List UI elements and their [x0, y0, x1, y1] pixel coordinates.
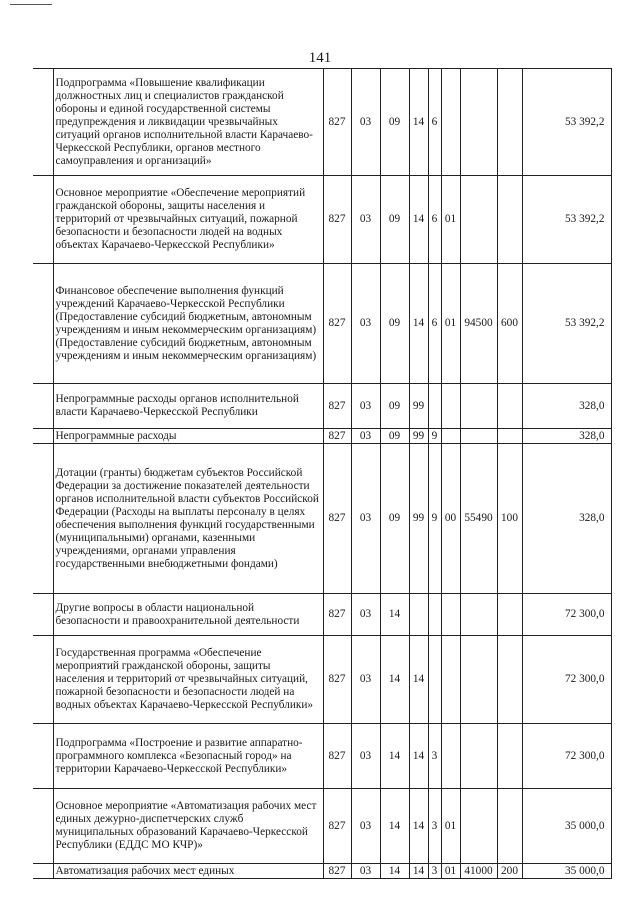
expense-type-cell — [497, 69, 522, 176]
dept-code-cell: 827 — [323, 444, 351, 594]
table-row — [33, 789, 611, 864]
dept-code-cell: 827 — [323, 636, 351, 724]
row-gutter-cell — [33, 264, 53, 384]
table-row — [33, 69, 611, 176]
activity-code-cell: 01 — [441, 176, 460, 264]
row-gutter-cell — [33, 69, 53, 176]
expense-type-cell — [497, 636, 522, 724]
direction-code-cell: 55490 — [460, 444, 497, 594]
program-code-cell: 14 — [409, 264, 428, 384]
amount-cell: 328,0 — [522, 444, 611, 594]
expense-type-cell: 600 — [497, 264, 522, 384]
item-name-cell: Непрограммные расходы органов исполнительной власти Карачаево-Черкесской Республики — [53, 384, 323, 429]
activity-code-cell: 00 — [441, 444, 460, 594]
table-row — [33, 594, 611, 636]
expense-type-cell: 100 — [497, 444, 522, 594]
subprogram-code-cell — [428, 594, 441, 636]
program-code-cell: 99 — [409, 384, 428, 429]
section-cell: 03 — [351, 176, 380, 264]
dept-code-cell: 827 — [323, 429, 351, 444]
item-name-cell: Финансовое обеспечение выполнения функций учреждений Карачаево-Черкесской Республики (Предоставление субсидий бюджетным, автономным учреждениям и иным некоммерческим организациям) (Предоставление субсидий бюджетным, автономным учреждениям и иным некоммерческим организациям) — [53, 264, 323, 384]
row-gutter-cell — [33, 594, 53, 636]
section-cell: 03 — [351, 69, 380, 176]
program-code-cell: 14 — [409, 724, 428, 789]
subprogram-code-cell: 6 — [428, 264, 441, 384]
subprogram-code-cell — [428, 636, 441, 724]
activity-code-cell — [441, 724, 460, 789]
expense-type-cell — [497, 789, 522, 864]
section-cell: 03 — [351, 429, 380, 444]
page-number: 141 — [308, 50, 332, 66]
direction-code-cell — [460, 789, 497, 864]
table-row — [33, 176, 611, 264]
direction-code-cell — [460, 176, 497, 264]
activity-code-cell — [441, 384, 460, 429]
subsection-cell: 14 — [380, 594, 409, 636]
dept-code-cell: 827 — [323, 264, 351, 384]
subprogram-code-cell: 3 — [428, 864, 441, 879]
row-gutter-cell — [33, 724, 53, 789]
section-cell: 03 — [351, 636, 380, 724]
subprogram-code-cell: 3 — [428, 789, 441, 864]
subprogram-code-cell: 9 — [428, 429, 441, 444]
subprogram-code-cell — [428, 384, 441, 429]
item-name-cell: Подпрограмма «Повышение квалификации должностных лиц и специалистов гражданской обороны и единой государственной системы предупреждения и ликвидации чрезвычайных ситуаций органов исполнительной власти Карачаево-Черкесской Республики, органов местного самоуправления и организаций» — [53, 69, 323, 176]
row-gutter-cell — [33, 429, 53, 444]
subsection-cell: 09 — [380, 444, 409, 594]
table-row — [33, 444, 611, 594]
dept-code-cell: 827 — [323, 724, 351, 789]
program-code-cell: 99 — [409, 444, 428, 594]
expense-type-cell: 200 — [497, 864, 522, 879]
table-row — [33, 384, 611, 429]
program-code-cell: 99 — [409, 429, 428, 444]
row-gutter-cell — [33, 636, 53, 724]
subsection-cell: 14 — [380, 864, 409, 879]
dept-code-cell: 827 — [323, 384, 351, 429]
activity-code-cell: 01 — [441, 264, 460, 384]
expense-type-cell — [497, 594, 522, 636]
item-name-cell: Подпрограмма «Построение и развитие аппаратно-программного комплекса «Безопасный город» на территории Карачаево-Черкесской Республики» — [53, 724, 323, 789]
section-cell: 03 — [351, 594, 380, 636]
subsection-cell: 09 — [380, 384, 409, 429]
activity-code-cell — [441, 636, 460, 724]
table-row — [33, 864, 611, 879]
program-code-cell: 14 — [409, 176, 428, 264]
amount-cell: 72 300,0 — [522, 636, 611, 724]
dept-code-cell: 827 — [323, 789, 351, 864]
amount-cell: 72 300,0 — [522, 724, 611, 789]
expense-type-cell — [497, 384, 522, 429]
subsection-cell: 09 — [380, 69, 409, 176]
expense-type-cell — [497, 176, 522, 264]
subsection-cell: 14 — [380, 724, 409, 789]
subsection-cell: 14 — [380, 636, 409, 724]
direction-code-cell: 94500 — [460, 264, 497, 384]
amount-cell: 53 392,2 — [522, 264, 611, 384]
subsection-cell: 09 — [380, 264, 409, 384]
section-cell: 03 — [351, 789, 380, 864]
amount-cell: 53 392,2 — [522, 176, 611, 264]
row-gutter-cell — [33, 444, 53, 594]
subprogram-code-cell: 3 — [428, 724, 441, 789]
amount-cell: 53 392,2 — [522, 69, 611, 176]
row-gutter-cell — [33, 864, 53, 879]
item-name-cell: Государственная программа «Обеспечение мероприятий гражданской обороны, защиты населения и территорий от чрезвычайных ситуаций, пожарной безопасности и безопасности людей на водных объектах Карачаево-Черкесской Республики» — [53, 636, 323, 724]
subsection-cell: 14 — [380, 789, 409, 864]
activity-code-cell: 01 — [441, 789, 460, 864]
subsection-cell: 09 — [380, 429, 409, 444]
row-gutter-cell — [33, 176, 53, 264]
direction-code-cell — [460, 69, 497, 176]
program-code-cell: 14 — [409, 789, 428, 864]
direction-code-cell — [460, 429, 497, 444]
section-cell: 03 — [351, 384, 380, 429]
section-cell: 03 — [351, 264, 380, 384]
activity-code-cell — [441, 429, 460, 444]
amount-cell: 35 000,0 — [522, 864, 611, 879]
section-cell: 03 — [351, 724, 380, 789]
activity-code-cell — [441, 594, 460, 636]
amount-cell: 35 000,0 — [522, 789, 611, 864]
expense-type-cell — [497, 429, 522, 444]
item-name-cell: Дотации (гранты) бюджетам субъектов Российской Федерации за достижение показателей деятельности органов исполнительной власти субъектов Российской Федерации (Расходы на выплаты персоналу в целях обеспечения выполнения функций государственными (муниципальными) органами, казенными учреждениями, органами управления государственными внебюджетными фондами) — [53, 444, 323, 594]
table-row — [33, 264, 611, 384]
program-code-cell: 14 — [409, 864, 428, 879]
subprogram-code-cell: 9 — [428, 444, 441, 594]
expense-type-cell — [497, 724, 522, 789]
row-gutter-cell — [33, 789, 53, 864]
dept-code-cell: 827 — [323, 594, 351, 636]
program-code-cell: 14 — [409, 636, 428, 724]
direction-code-cell — [460, 384, 497, 429]
item-name-cell: Непрограммные расходы — [53, 429, 323, 444]
section-cell: 03 — [351, 864, 380, 879]
dept-code-cell: 827 — [323, 176, 351, 264]
table-row — [33, 724, 611, 789]
table-row — [33, 636, 611, 724]
scan-edge-mark — [10, 4, 52, 5]
item-name-cell: Автоматизация рабочих мест единых — [53, 864, 323, 879]
activity-code-cell — [441, 69, 460, 176]
amount-cell: 328,0 — [522, 384, 611, 429]
item-name-cell: Основное мероприятие «Обеспечение мероприятий гражданской обороны, защиты населения и территорий от чрезвычайных ситуаций, пожарной безопасности и безопасности людей на водных объектах Карачаево-Черкесской Республики» — [53, 176, 323, 264]
budget-table — [33, 68, 612, 879]
dept-code-cell: 827 — [323, 864, 351, 879]
amount-cell: 72 300,0 — [522, 594, 611, 636]
subprogram-code-cell: 6 — [428, 176, 441, 264]
amount-cell: 328,0 — [522, 429, 611, 444]
program-code-cell — [409, 594, 428, 636]
dept-code-cell: 827 — [323, 69, 351, 176]
direction-code-cell — [460, 724, 497, 789]
direction-code-cell — [460, 636, 497, 724]
table-row — [33, 429, 611, 444]
subsection-cell: 09 — [380, 176, 409, 264]
section-cell: 03 — [351, 444, 380, 594]
direction-code-cell — [460, 594, 497, 636]
subprogram-code-cell: 6 — [428, 69, 441, 176]
activity-code-cell: 01 — [441, 864, 460, 879]
item-name-cell: Другие вопросы в области национальной безопасности и правоохранительной деятельности — [53, 594, 323, 636]
item-name-cell: Основное мероприятие «Автоматизация рабочих мест единых дежурно-диспетчерских служб муниципальных образований Карачаево-Черкесской Республики (ЕДДС МО КЧР)» — [53, 789, 323, 864]
row-gutter-cell — [33, 384, 53, 429]
direction-code-cell: 41000 — [460, 864, 497, 879]
program-code-cell: 14 — [409, 69, 428, 176]
